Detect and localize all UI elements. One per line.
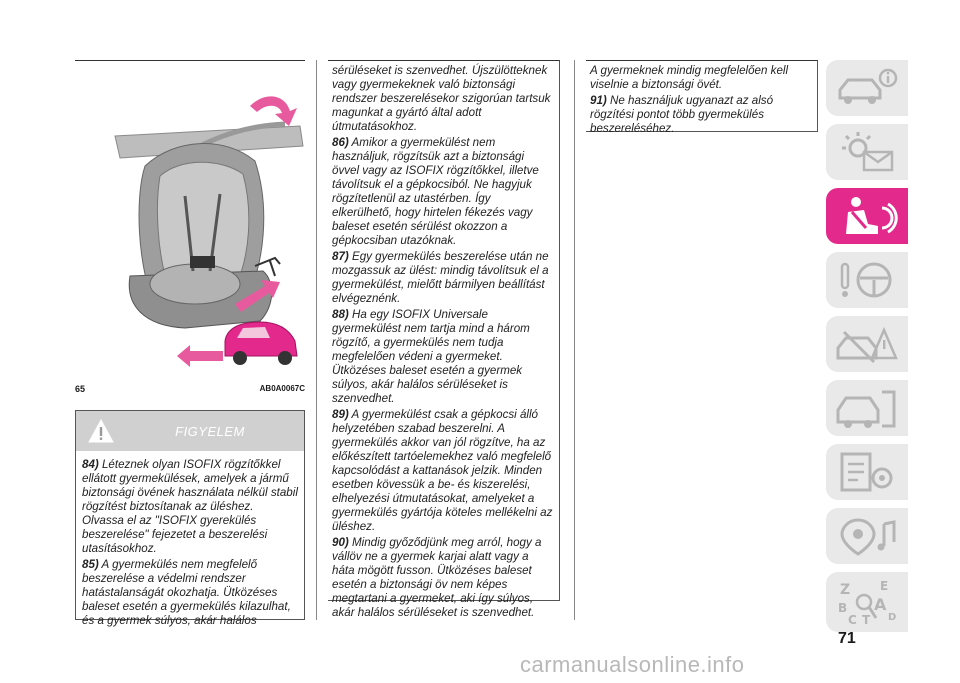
svg-text:D: D xyxy=(888,612,897,623)
tab-technical-data[interactable] xyxy=(826,444,908,500)
column-divider xyxy=(574,60,575,620)
paragraph-text: sérüléseket is szenvedhet. Újszülötteknek vagy gyermekeknek való biztonsági rendszer beszerelésekor szigorúan tartsuk magunkat a gyártó által adott útmutatásokhoz. xyxy=(332,64,551,133)
figure-code: AB0A0067C xyxy=(259,384,305,393)
paragraph xyxy=(82,458,298,556)
technical-data-icon xyxy=(834,450,900,494)
paragraph-text: Mindig győződjünk meg arról, hogy a vállöv ne a gyermek karjai alatt vagy a háta mögött fusson. Ütközéses baleset esetén a biztonsági öv nem képes megtartani a gyermeket, aki így súlyos, akár halálos sérüléseket is szenvedhet. xyxy=(332,536,542,619)
child-seat-illustration xyxy=(75,66,305,378)
paragraph-number: 88) xyxy=(332,308,349,321)
paragraph xyxy=(332,308,553,406)
paragraph-text: Léteznek olyan ISOFIX rögzítőkkel ellátott gyermekülések, amelyek a jármű biztonsági övének használata nélkül stabil rögzítést biztosítanak az üléshez. Olvassa el az "ISOFIX gyerekülés beszerelése" fejezetet a beszerelési utasításokhoz. xyxy=(82,458,298,555)
tab-safety[interactable] xyxy=(826,188,908,244)
emergency-icon xyxy=(834,322,900,366)
watermark: carmanualsonline.info xyxy=(520,652,745,677)
paragraph-text: Ne használjuk ugyanazt az alsó rögzítési pontot több gyermekülés beszereléséhez. xyxy=(590,94,774,135)
paragraph xyxy=(332,408,553,534)
maintenance-icon xyxy=(834,386,900,430)
warning-continuation-column xyxy=(586,60,818,135)
direction-arrow xyxy=(177,345,223,367)
paragraph-text: Amikor a gyermekülést nem használjuk, rögzítsük azt a biztonsági övvel vagy az ISOFIX rögzítőkkel, illetve távolítsuk el a gépkocsiból. Ne hagyjuk rögzítetlenül az utastérben. Így elkerülhető, hogy hirtelen fékezés vagy baleset esetén sérülést okozzon a gépkocsiban utazóknak. xyxy=(332,136,539,247)
paragraph-number: 89) xyxy=(332,408,349,421)
multimedia-icon xyxy=(834,514,900,558)
svg-text:T: T xyxy=(862,613,871,626)
paragraph-number: 90) xyxy=(332,536,349,549)
figure-number: 65 xyxy=(75,384,86,394)
paragraph-number: 86) xyxy=(332,136,349,149)
tab-dashboard-lights[interactable] xyxy=(826,124,908,180)
paragraph xyxy=(332,64,553,134)
tab-multimedia[interactable] xyxy=(826,508,908,564)
page-number: 71 xyxy=(838,630,856,647)
svg-text:E: E xyxy=(880,579,889,593)
paragraph-text: Egy gyermekülés beszerelése után ne mozgassuk az ülést: mindig távolítsuk el a gyermekülést, mielőtt bármilyen beállítást elvégeznénk. xyxy=(332,250,549,305)
rotate-arrow xyxy=(250,96,297,126)
svg-text:B: B xyxy=(838,601,848,615)
seat-safety-icon xyxy=(834,194,900,238)
tab-emergency[interactable] xyxy=(826,316,908,372)
svg-text:A: A xyxy=(874,595,887,614)
paragraph-number: 85) xyxy=(82,558,99,571)
warning-continuation-column xyxy=(328,60,560,619)
steering-wheel-icon xyxy=(834,258,900,302)
paragraph-text: A gyermekülést csak a gépkocsi álló helyzetében szabad beszerelni. A gyermekülés akkor van jól rögzítve, ha az előkészített tartóelemekhez való megfelelő kapcsolódást a kattanások jelzik. Minden esetben kövessük a be- és kiszerelési, elhelyezési útmutatásokat, amelyeket a gyermekülés gyártója köteles mellékelni az üléshez. xyxy=(332,408,553,533)
svg-text:C: C xyxy=(848,613,857,626)
tab-driving[interactable] xyxy=(826,252,908,308)
paragraph-number: 84) xyxy=(82,458,99,471)
paragraph xyxy=(332,536,553,620)
paragraph xyxy=(82,558,298,628)
warning-box xyxy=(75,410,305,627)
warning-body xyxy=(82,458,298,630)
paragraph-text: A gyermekülés nem megfelelő beszerelése a védelmi rendszer hatástalanságát okozhatja. Ütközéses baleset esetén a gyermekülés kilazulhat, és a gyermek súlyos, akár halálos xyxy=(82,558,291,627)
child-seat-figure xyxy=(75,66,305,378)
paragraph xyxy=(590,94,811,136)
tab-index[interactable] xyxy=(826,572,908,632)
index-icon xyxy=(834,578,900,626)
dashboard-lights-icon xyxy=(834,130,900,174)
paragraph xyxy=(332,136,553,248)
paragraph xyxy=(590,64,811,92)
car-info-icon xyxy=(834,66,900,110)
tab-maintenance[interactable] xyxy=(826,380,908,436)
warning-header xyxy=(76,411,304,451)
tab-car-info[interactable] xyxy=(826,60,908,116)
paragraph-text: A gyermeknek mindig megfelelően kell viselnie a biztonsági övét. xyxy=(590,64,789,91)
paragraph-number: 87) xyxy=(332,250,349,263)
paragraph-number: 91) xyxy=(590,94,607,107)
paragraph xyxy=(332,250,553,306)
svg-text:Z: Z xyxy=(840,582,851,598)
column-divider xyxy=(316,60,317,620)
paragraph-text: Ha egy ISOFIX Universale gyermekülést nem tartja mind a három rögzítő, a gyermekülés nem tudja megfelelően védeni a gyermeket. Ütközéses baleset esetén a gyermek súlyos, akár halálos sérüléseket is szenvedhet. xyxy=(332,308,530,405)
warning-title: FIGYELEM xyxy=(175,424,245,439)
top-rule xyxy=(75,60,305,61)
warning-icon xyxy=(88,419,114,443)
